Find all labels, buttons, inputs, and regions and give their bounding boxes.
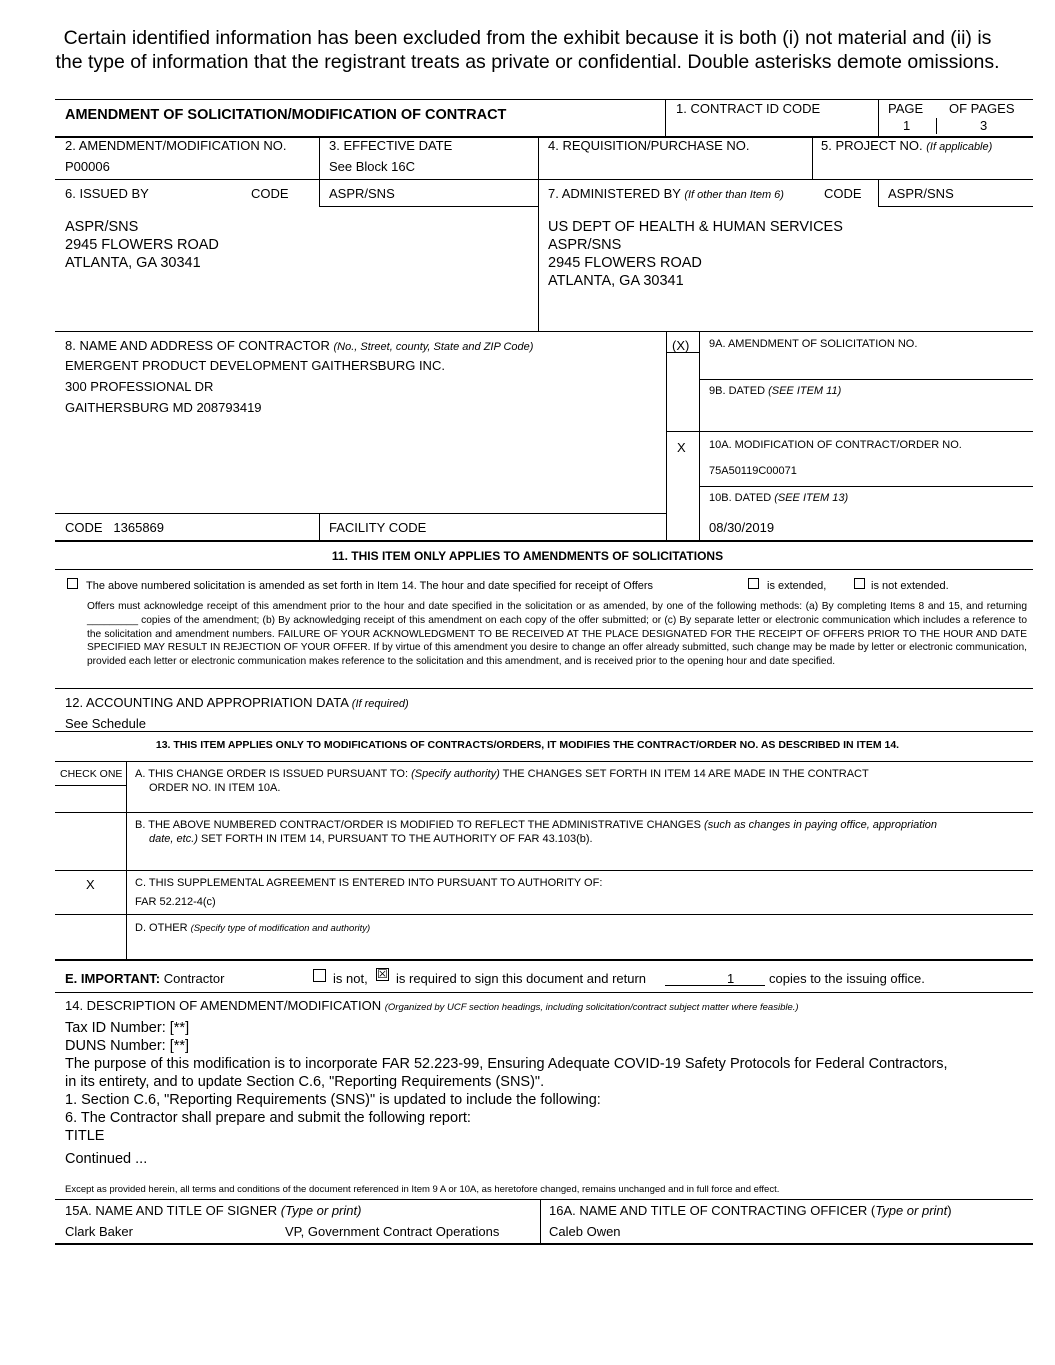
administered-code-label: CODE [824,186,862,201]
contractor-line: EMERGENT PRODUCT DEVELOPMENT GAITHERSBURG INC. [65,358,445,373]
item-10b-value: 08/30/2019 [709,520,775,535]
project-label: 5. PROJECT NO. (If applicable) [821,138,993,153]
amendment-no-label: 2. AMENDMENT/MODIFICATION NO. [65,138,287,153]
item-10b-label: 10B. DATED (SEE ITEM 13) [709,492,849,504]
issuer-address-line: ATLANTA, GA 30341 [65,255,201,271]
signer-name: Clark Baker [65,1224,133,1239]
important-label: E. IMPORTANT: Contractor [65,971,225,986]
x-column-header: (X) [672,338,690,353]
item-11-paragraph: Offers must acknowledge receipt of this amendment prior to the hour and date specified in the solicitation or as amended, by one of the following methods: (a) By completing Items 8 and 15, and returning _________ copies of the amendment; (b) By acknowledging receipt of this amendment on each copy of the offer submitted; or (c) By separate letter or electronic communication which includes a reference to the solicitation and amendment numbers. FAILURE OF YOUR ACKNOWLEDGMENT TO BE RECEIVED AT THE PLACE DESIGNATED FOR THE RECEIPT OF OFFERS PRIOR TO THE HOUR AND DATE SPECIFIED MAY RESULT IN REJECTION OF YOUR OFFER. If by virtue of this amendment you desire to change an offer already submitted, such change may be made by letter or electronic communication, provided each letter or electronic communication makes reference to the solicitation and this amendment, and is received prior to the opening hour and date specified. [87,601,1027,668]
contractor-line: GAITHERSBURG MD 208793419 [65,400,262,415]
is-required-label: is required to sign this document and return [396,971,647,986]
form-title: AMENDMENT OF SOLICITATION/MODIFICATION OF CONTRACT [65,107,507,123]
is-extended-label: is extended, [767,580,827,592]
not-extended-checkbox[interactable] [854,578,865,589]
officer-name: Caleb Owen [549,1224,621,1239]
description-line: TITLE [65,1128,105,1144]
item-11-line: The above numbered solicitation is amended as set forth in Item 14. The hour and date specified for receipt of Offers [86,580,654,592]
of-pages-label: OF PAGES [949,101,1015,116]
contractor-line: 300 PROFESSIONAL DR [65,379,214,394]
contract-id-label: 1. CONTRACT ID CODE [676,101,821,116]
item-11-heading: 11. THIS ITEM ONLY APPLIES TO AMENDMENTS OF SOLICITATIONS [331,549,724,563]
is-not-checkbox[interactable] [313,969,326,982]
contractor-code: CODE 1365869 [65,520,165,535]
item-15a-label: 15A. NAME AND TITLE OF SIGNER (Type or print) [65,1203,362,1218]
signer-title: VP, Government Contract Operations [285,1224,500,1239]
description-line: 6. The Contractor shall prepare and submit the following report: [65,1110,471,1126]
admin-address-line: US DEPT OF HEALTH & HUMAN SERVICES [548,219,843,235]
item-14-label: 14. DESCRIPTION OF AMENDMENT/MODIFICATION (Organized by UCF section headings, including solicitation/contract subject matter where feasible.) [65,998,799,1013]
administered-by-label: 7. ADMINISTERED BY (If other than Item 6) [548,186,784,201]
extended-checkbox[interactable] [748,578,759,589]
item-13d-label: D. OTHER (Specify type of modification and authority) [135,922,371,934]
item-13c-mark: X [86,877,95,892]
except-note: Except as provided herein, all terms and conditions of the document referenced in Item 9 A or 10A, as heretofore changed, remains unchanged and in full force and effect. [65,1184,780,1195]
item-13-heading: 13. THIS ITEM APPLIES ONLY TO MODIFICATIONS OF CONTRACTS/ORDERS, IT MODIFIES THE CONTRACT/ORDER NO. AS DESCRIBED IN ITEM 14. [155,739,900,751]
page-number: 1 [903,118,911,133]
administered-code: ASPR/SNS [888,186,954,201]
item-16a-label: 16A. NAME AND TITLE OF CONTRACTING OFFICER (Type or print) [549,1203,952,1218]
issued-by-code: ASPR/SNS [329,186,395,201]
item-10a-value: 75A50119C00071 [709,465,797,477]
admin-address-line: 2945 FLOWERS ROAD [548,255,702,271]
page-label: PAGE [888,101,924,116]
item-13a-label: A. THIS CHANGE ORDER IS ISSUED PURSUANT TO: (Specify authority) THE CHANGES SET FORTH IN ITEM 14 ARE MADE IN THE CONTRACT [135,768,869,780]
item-12-value: See Schedule [65,716,146,731]
admin-address-line: ATLANTA, GA 30341 [548,273,684,289]
item-9b-label: 9B. DATED (SEE ITEM 11) [709,385,842,397]
facility-code-label: FACILITY CODE [329,520,427,535]
copies-suffix: copies to the issuing office. [769,971,925,986]
issued-by-label: 6. ISSUED BY [65,186,149,201]
description-line: The purpose of this modification is to incorporate FAR 52.223-99, Ensuring Adequate COVID-19 Safety Protocols for Federal Contractors, [65,1056,948,1072]
item-13c-label: C. THIS SUPPLEMENTAL AGREEMENT IS ENTERED INTO PURSUANT TO AUTHORITY OF: [135,877,603,889]
item-9a-label: 9A. AMENDMENT OF SOLICITATION NO. [709,338,918,350]
continued-label: Continued ... [65,1151,148,1167]
contractor-label: 8. NAME AND ADDRESS OF CONTRACTOR (No., Street, county, State and ZIP Code) [65,338,534,353]
item-12-label: 12. ACCOUNTING AND APPROPRIATION DATA (If required) [65,695,409,710]
description-line: DUNS Number: [**] [65,1038,190,1054]
item-13b-line2: date, etc.) SET FORTH IN ITEM 14, PURSUANT TO THE AUTHORITY OF FAR 43.103(b). [149,833,593,845]
total-pages: 3 [980,118,988,133]
is-not-extended-label: is not extended. [871,580,949,592]
item-13c-value: FAR 52.212-4(c) [135,896,216,908]
effective-date-value: See Block 16C [329,159,415,174]
description-line: Tax ID Number: [**] [65,1020,190,1036]
redaction-banner: Certain identified information has been excluded from the exhibit because it is both (i) not material and (ii) is the type of information that the registrant treats as private or confidential. Double asterisks demote omissions. [55,27,1000,73]
admin-address-line: ASPR/SNS [548,237,622,253]
description-line: in its entirety, and to update Section C.6, "Reporting Requirements (SNS)". [65,1074,545,1090]
amendment-no-value: P00006 [65,159,110,174]
item-10a-label: 10A. MODIFICATION OF CONTRACT/ORDER NO. [709,439,962,451]
issued-by-code-label: CODE [251,186,289,201]
is-required-checkbox[interactable]: ☒ [377,967,388,981]
description-line: 1. Section C.6, "Reporting Requirements (SNS)" is updated to include the following: [65,1092,601,1108]
copies-value: 1 [727,971,735,986]
requisition-label: 4. REQUISITION/PURCHASE NO. [548,138,750,153]
issuer-address-line: 2945 FLOWERS ROAD [65,237,219,253]
check-one-label: CHECK ONE [60,768,123,780]
item-10a-mark: X [677,440,686,455]
issuer-address-line: ASPR/SNS [65,219,139,235]
item-13a-line2: ORDER NO. IN ITEM 10A. [149,782,281,794]
item-13b-label: B. THE ABOVE NUMBERED CONTRACT/ORDER IS MODIFIED TO REFLECT THE ADMINISTRATIVE CHANGES (such as changes in paying office, appropriation [135,819,938,831]
is-not-label: is not, [333,971,368,986]
item-11-checkbox[interactable] [67,578,78,589]
effective-date-label: 3. EFFECTIVE DATE [329,138,453,153]
